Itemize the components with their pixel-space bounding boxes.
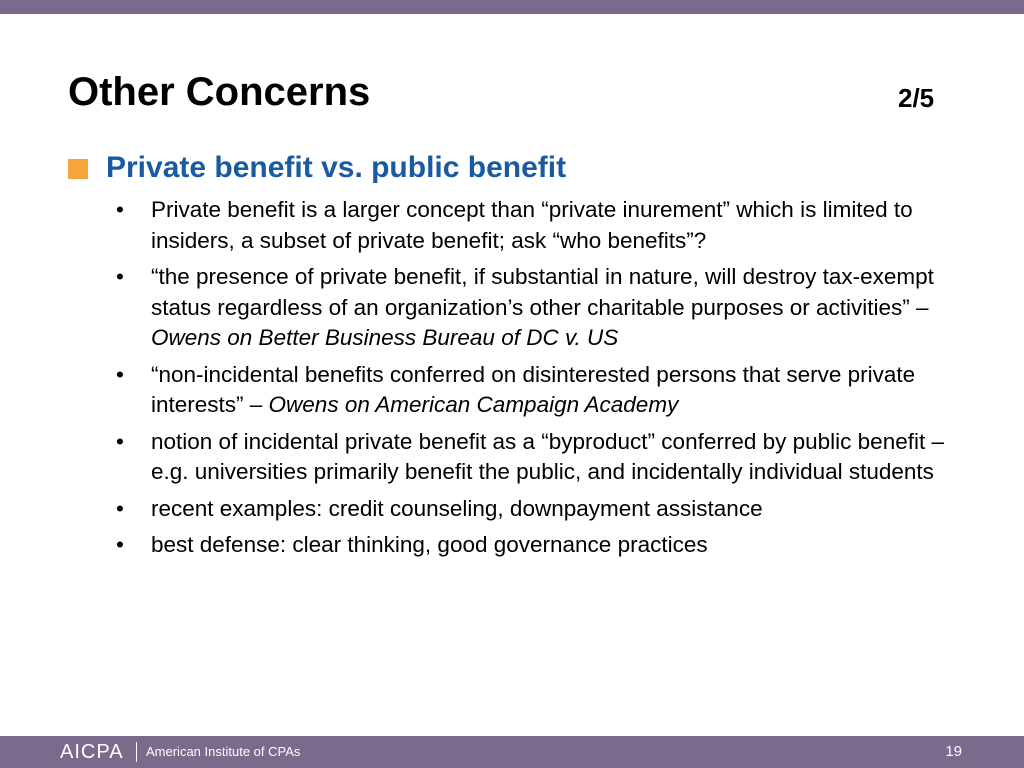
bullet-dot-icon: • [116, 197, 124, 222]
bullet-list [116, 195, 968, 567]
bullet-citation: Owens on Better Business Bureau of DC v. US [151, 325, 619, 350]
bullet-dot-icon: • [116, 361, 124, 387]
list-item [116, 494, 968, 525]
bullet-text: “non-incidental benefits conferred on disinterested persons that serve private interests” – [151, 361, 916, 417]
list-item [116, 530, 968, 561]
slide-title: Other Concerns [68, 70, 371, 114]
bullet-dot-icon: • [116, 264, 124, 289]
footer-divider [136, 742, 137, 762]
page-indicator: 2/5 [898, 83, 935, 113]
bullet-text: recent examples: credit counseling, downpayment assistance [151, 495, 763, 521]
bullet-dot-icon: • [116, 495, 124, 521]
bullet-text: “the presence of private benefit, if substantial in nature, will destroy tax-exempt status regardless of an organization’s other charitable purposes or activities” – [151, 264, 934, 320]
top-accent-bar [0, 0, 1024, 14]
list-item [116, 360, 968, 421]
bullet-text: notion of incidental private benefit as a “byproduct” conferred by public benefit – e.g. universities primarily benefit the public, and incidentally individual students [151, 428, 944, 484]
aicpa-logo: AICPA [60, 741, 124, 763]
list-item [116, 262, 968, 354]
square-bullet-icon [68, 159, 88, 179]
page-number: 19 [945, 743, 962, 760]
section-heading: Private benefit vs. public benefit [106, 151, 567, 184]
list-item [116, 427, 968, 488]
list-item [116, 195, 968, 256]
bullet-citation: Owens on American Campaign Academy [268, 392, 679, 417]
footer-bar [0, 736, 1024, 768]
footer-organization: American Institute of CPAs [146, 744, 301, 759]
bullet-dot-icon: • [116, 428, 124, 454]
bullet-text: Private benefit is a larger concept than “private inurement” which is limited to insiders, a subset of private benefit; ask “who benefits”? [151, 197, 913, 253]
bullet-dot-icon: • [116, 532, 124, 557]
bullet-text: best defense: clear thinking, good governance practices [151, 532, 708, 557]
